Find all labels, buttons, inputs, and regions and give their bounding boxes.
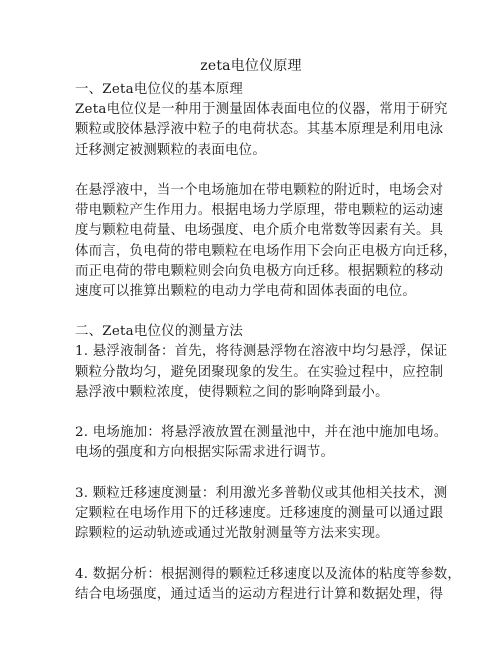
- paragraph-gap: [75, 544, 435, 564]
- text-line: 颗粒或胶体悬浮液中粒子的电荷状态。其基本原理是利用电泳: [75, 122, 444, 138]
- text-line: 电场的强度和方向根据实际需求进行调节。: [75, 445, 335, 461]
- text-line: 悬浮液中颗粒浓度，使得颗粒之间的影响降到最小。: [75, 384, 389, 400]
- paragraph: [75, 342, 448, 403]
- text-line: 在悬浮液中，当一个电场施加在带电颗粒的附近时，电场会对: [75, 182, 444, 198]
- document-body: [75, 80, 462, 605]
- section-heading: 一、Zeta电位仪的基本原理: [75, 82, 243, 97]
- text-line: 1. 悬浮液制备：首先，将待测悬浮物在溶液中均匀悬浮，保证: [75, 344, 448, 360]
- text-line: 带电颗粒产生作用力。根据电场力学原理，带电颗粒的运动速: [75, 203, 444, 219]
- paragraph: [75, 565, 462, 605]
- paragraph-gap: [75, 403, 435, 423]
- text-line: 2. 电场施加：将悬浮液放置在测量池中，并在池中施加电场。: [75, 425, 448, 441]
- paragraph-gap: [75, 464, 435, 484]
- paragraph: [75, 484, 448, 545]
- paragraph-gap: [75, 302, 435, 322]
- text-line: 颗粒分散均匀，避免团聚现象的发生。在实验过程中，应控制: [75, 364, 444, 380]
- paragraph: [75, 423, 448, 463]
- document-title: zeta电位仪原理: [200, 58, 302, 74]
- text-line: Zeta电位仪是一种用于测量固体表面电位的仪器，常用于研究: [75, 102, 448, 118]
- paragraph-gap: [75, 161, 435, 181]
- text-line: 速度可以推算出颗粒的电动力学电荷和固体表面的电位。: [75, 283, 417, 299]
- text-line: 结合电场强度，通过适当的运动方程进行计算和数据处理，得: [75, 586, 444, 602]
- text-line: 踪颗粒的运动轨迹或通过光散射测量等方法来实现。: [75, 526, 389, 542]
- text-line: 而正电荷的带电颗粒则会向负电极方向迁移。根据颗粒的移动: [75, 263, 444, 279]
- text-line: 定颗粒在电场作用下的迁移速度。迁移速度的测量可以通过跟: [75, 505, 444, 521]
- text-line: 3. 颗粒迁移速度测量：利用激光多普勒仪或其他相关技术，测: [75, 485, 448, 501]
- text-line: 4. 数据分析：根据测得的颗粒迁移速度以及流体的粘度等参数，: [75, 566, 462, 582]
- section-heading: 二、Zeta电位仪的测量方法: [75, 324, 243, 340]
- text-line: 度与颗粒电荷量、电场强度、电介质介电常数等因素有关。具: [75, 223, 444, 239]
- text-line: 迁移测定被测颗粒的表面电位。: [75, 142, 266, 158]
- paragraph: [75, 181, 457, 302]
- text-line: 体而言，负电荷的带电颗粒在电场作用下会向正电极方向迁移，: [75, 243, 457, 259]
- paragraph: [75, 100, 448, 161]
